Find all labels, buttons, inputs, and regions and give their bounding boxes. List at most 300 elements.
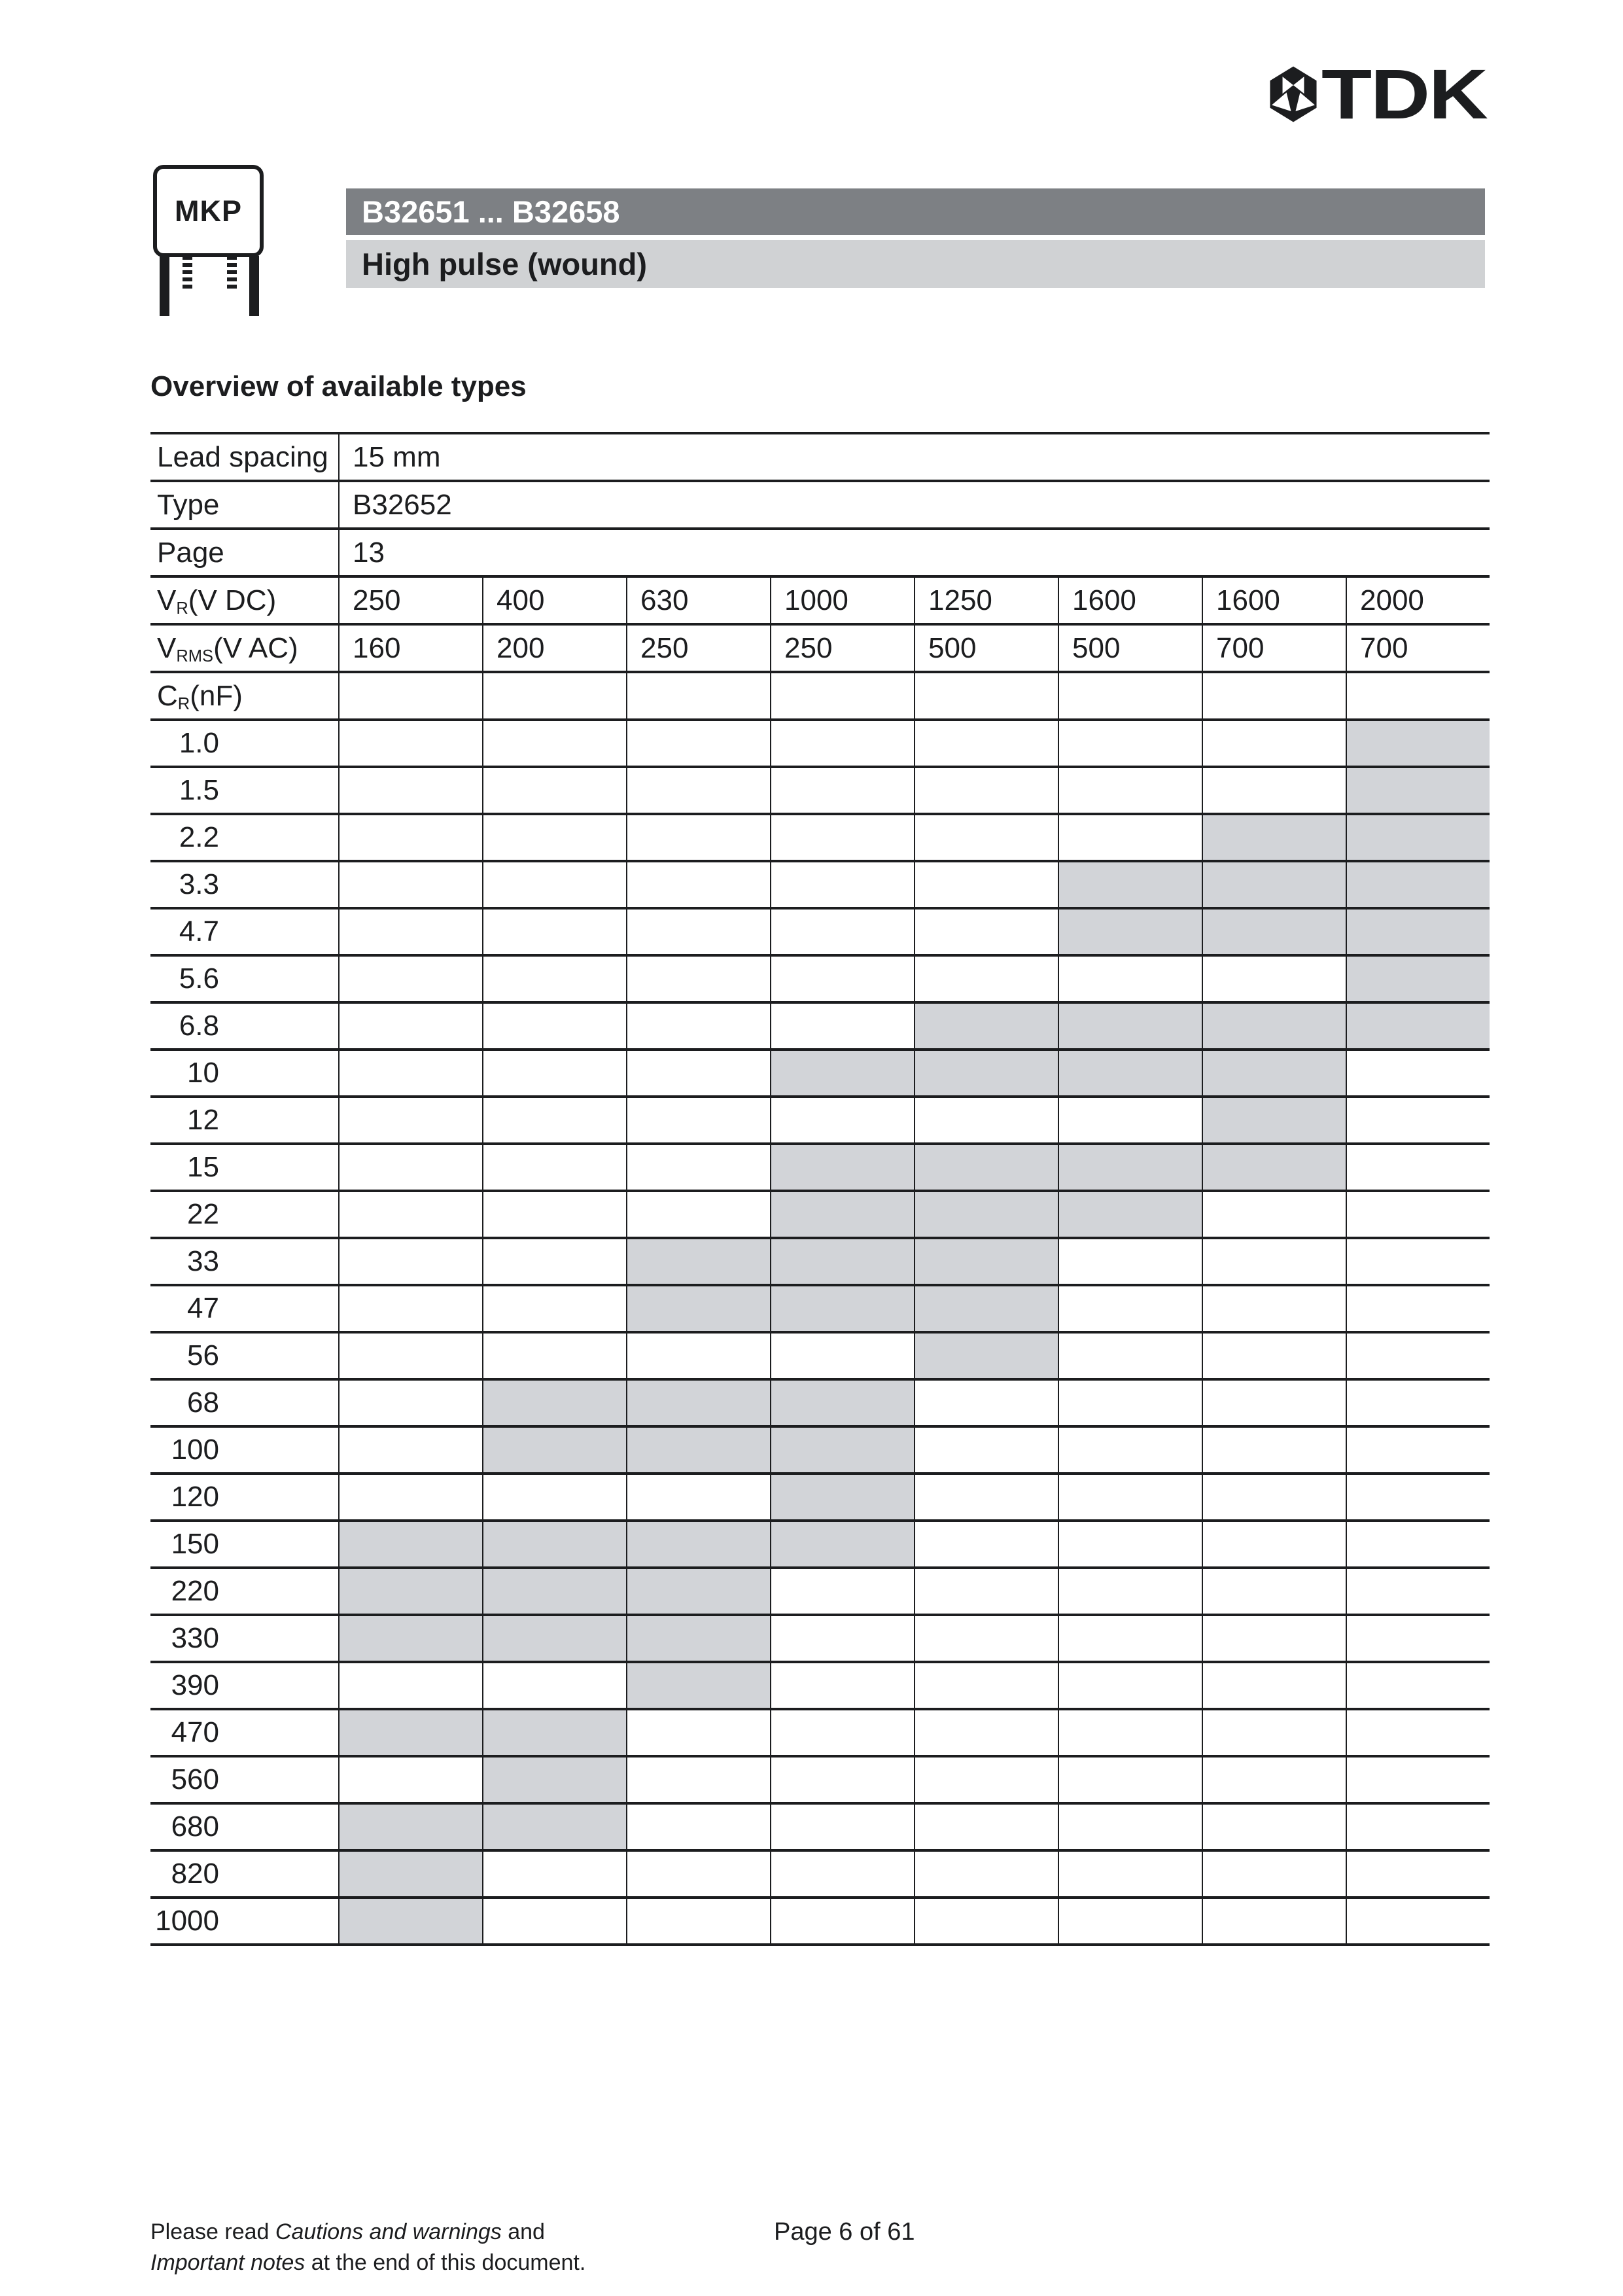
unavailable-cell (1346, 1805, 1490, 1849)
unavailable-cell (1202, 1475, 1346, 1519)
unavailable-cell (914, 1098, 1058, 1142)
unavailable-cell (914, 1805, 1058, 1849)
unavailable-cell (1058, 1428, 1202, 1472)
available-cell (1058, 1192, 1202, 1237)
available-cell (914, 1051, 1058, 1095)
vrms-voltage-value: 500 (1058, 626, 1202, 671)
available-cell (1058, 1004, 1202, 1048)
capacitance-row (150, 1805, 1490, 1852)
available-cell (338, 1569, 482, 1614)
unavailable-cell (338, 1757, 482, 1802)
unavailable-cell (914, 1569, 1058, 1614)
unavailable-cell (914, 1522, 1058, 1566)
unavailable-cell (482, 1286, 626, 1331)
unavailable-cell (1202, 1333, 1346, 1378)
unavailable-cell (1058, 1333, 1202, 1378)
vr-label: V $_R$ (V DC) (157, 584, 277, 618)
capacitance-value: 56 (187, 1339, 219, 1371)
available-cell (1202, 1004, 1346, 1048)
table-row-vrms (150, 626, 1490, 673)
available-cell (770, 1428, 914, 1472)
capacitance-row (150, 1475, 1490, 1522)
unavailable-cell (1346, 1569, 1490, 1614)
unavailable-cell (1058, 768, 1202, 813)
unavailable-cell (770, 768, 914, 813)
vrms-voltage-value: 700 (1202, 626, 1346, 671)
unavailable-cell (1202, 1239, 1346, 1284)
unavailable-cell (626, 1051, 770, 1095)
vrms-voltage-value: 200 (482, 626, 626, 671)
unavailable-cell (1202, 1286, 1346, 1331)
unavailable-cell (482, 721, 626, 766)
capacitance-row (150, 862, 1490, 910)
capacitance-value: 6.8 (179, 1010, 219, 1042)
unavailable-cell (1202, 721, 1346, 766)
unavailable-cell (914, 1381, 1058, 1425)
available-cell (914, 1239, 1058, 1284)
unavailable-cell (482, 1852, 626, 1896)
capacitance-row (150, 1663, 1490, 1710)
unavailable-cell (1202, 1899, 1346, 1943)
available-cell (338, 1522, 482, 1566)
unavailable-cell (482, 1145, 626, 1190)
unavailable-cell (626, 1333, 770, 1378)
unavailable-cell (914, 1757, 1058, 1802)
unavailable-cell (482, 862, 626, 907)
unavailable-cell (770, 957, 914, 1001)
capacitance-value: 1.0 (179, 727, 219, 759)
unavailable-cell (1346, 1192, 1490, 1237)
unavailable-cell (770, 1569, 914, 1614)
unavailable-cell (482, 1098, 626, 1142)
unavailable-cell (914, 1663, 1058, 1708)
cr-label: C $_R$ (nF) (157, 679, 243, 714)
unavailable-cell (482, 1663, 626, 1708)
unavailable-cell (770, 1899, 914, 1943)
vr-voltage-value: 400 (482, 578, 626, 623)
unavailable-cell (1058, 1616, 1202, 1661)
unavailable-cell (338, 1381, 482, 1425)
mkp-capacitor-figure (153, 165, 266, 317)
capacitance-row (150, 1522, 1490, 1569)
available-cell (914, 1004, 1058, 1048)
available-cell (770, 1239, 914, 1284)
available-cell (626, 1286, 770, 1331)
unavailable-cell (338, 1145, 482, 1190)
capacitance-value: 470 (171, 1716, 219, 1748)
capacitance-value: 220 (171, 1575, 219, 1607)
vr-voltage-value: 1250 (914, 578, 1058, 623)
unavailable-cell (914, 1616, 1058, 1661)
vrms-voltage-value: 500 (914, 626, 1058, 671)
unavailable-cell (338, 1051, 482, 1095)
capacitance-row (150, 1192, 1490, 1239)
unavailable-cell (626, 1475, 770, 1519)
row-label: Page (157, 536, 224, 569)
available-cell (1202, 1145, 1346, 1190)
capacitance-value: 1.5 (179, 774, 219, 806)
available-cell (338, 1710, 482, 1755)
unavailable-cell (1346, 1098, 1490, 1142)
capacitance-value: 5.6 (179, 963, 219, 995)
vr-voltage-value: 250 (338, 578, 482, 623)
cr-header-empty-cell (1058, 673, 1202, 718)
unavailable-cell (1058, 1475, 1202, 1519)
vrms-label: V $_{RMS}$ (V AC) (157, 631, 298, 666)
unavailable-cell (914, 815, 1058, 860)
vr-voltage-value: 1600 (1058, 578, 1202, 623)
capacitance-row (150, 1428, 1490, 1475)
unavailable-cell (1202, 1569, 1346, 1614)
unavailable-cell (482, 1239, 626, 1284)
unavailable-cell (1346, 1051, 1490, 1095)
available-cell (482, 1569, 626, 1614)
available-cell (1346, 721, 1490, 766)
unavailable-cell (1058, 1710, 1202, 1755)
capacitance-row (150, 1381, 1490, 1428)
available-cell (1346, 910, 1490, 954)
capacitance-row (150, 721, 1490, 768)
capacitance-row (150, 815, 1490, 862)
vrms-voltage-value: 160 (338, 626, 482, 671)
unavailable-cell (626, 1710, 770, 1755)
unavailable-cell (914, 862, 1058, 907)
unavailable-cell (626, 1145, 770, 1190)
unavailable-cell (914, 768, 1058, 813)
unavailable-cell (914, 1852, 1058, 1896)
capacitance-value: 10 (187, 1057, 219, 1089)
unavailable-cell (482, 910, 626, 954)
page-title: Overview of available types (150, 370, 527, 402)
available-cell (914, 1145, 1058, 1190)
capacitance-value: 22 (187, 1198, 219, 1230)
unavailable-cell (1346, 1475, 1490, 1519)
cr-header-empty-cell (914, 673, 1058, 718)
tdk-logo (1268, 54, 1487, 133)
unavailable-cell (770, 862, 914, 907)
unavailable-cell (338, 768, 482, 813)
capacitor-lead-right-icon (249, 256, 259, 316)
available-cell (770, 1145, 914, 1190)
unavailable-cell (770, 1098, 914, 1142)
unavailable-cell (770, 1663, 914, 1708)
available-cell (1346, 1004, 1490, 1048)
available-cell (1346, 768, 1490, 813)
unavailable-cell (338, 1286, 482, 1331)
unavailable-cell (482, 1192, 626, 1237)
capacitance-value: 47 (187, 1292, 219, 1324)
unavailable-cell (1202, 1663, 1346, 1708)
available-cell (338, 1899, 482, 1943)
capacitance-value: 1000 (155, 1905, 219, 1937)
unavailable-cell (482, 1004, 626, 1048)
cr-header-empty-cell (626, 673, 770, 718)
capacitor-lead-left-dashed-icon (183, 256, 192, 291)
available-cell (1202, 910, 1346, 954)
capacitance-value: 120 (171, 1481, 219, 1513)
row-label: Type (157, 488, 220, 521)
unavailable-cell (338, 910, 482, 954)
unavailable-cell (626, 721, 770, 766)
unavailable-cell (626, 1805, 770, 1849)
capacitance-row (150, 768, 1490, 815)
unavailable-cell (1058, 957, 1202, 1001)
capacitance-row (150, 1569, 1490, 1616)
available-cell (770, 1192, 914, 1237)
cr-header-empty-cell (1202, 673, 1346, 718)
unavailable-cell (338, 1333, 482, 1378)
unavailable-cell (482, 815, 626, 860)
unavailable-cell (1346, 1710, 1490, 1755)
row-label: Lead spacing (157, 440, 328, 473)
unavailable-cell (482, 1899, 626, 1943)
capacitor-lead-right-dashed-icon (227, 256, 237, 291)
unavailable-cell (1058, 1852, 1202, 1896)
unavailable-cell (626, 1192, 770, 1237)
available-cell (1202, 815, 1346, 860)
unavailable-cell (482, 768, 626, 813)
available-cell (482, 1381, 626, 1425)
cr-header-empty-cell (1346, 673, 1490, 718)
unavailable-cell (1058, 1569, 1202, 1614)
mkp-package-label: MKP (175, 194, 242, 228)
unavailable-cell (482, 1475, 626, 1519)
unavailable-cell (1202, 1428, 1346, 1472)
available-cell (1346, 862, 1490, 907)
unavailable-cell (1058, 815, 1202, 860)
unavailable-cell (482, 1051, 626, 1095)
unavailable-cell (914, 910, 1058, 954)
capacitance-value: 12 (187, 1104, 219, 1136)
available-cell (338, 1616, 482, 1661)
unavailable-cell (770, 1805, 914, 1849)
available-cell (1346, 957, 1490, 1001)
available-cell (482, 1757, 626, 1802)
capacitance-row (150, 1333, 1490, 1381)
available-cell (482, 1710, 626, 1755)
available-cell (1346, 815, 1490, 860)
unavailable-cell (626, 957, 770, 1001)
unavailable-cell (770, 815, 914, 860)
series-range-text: B32651 ... B32658 (362, 194, 620, 229)
available-cell (482, 1616, 626, 1661)
capacitance-row (150, 1004, 1490, 1051)
available-cell (770, 1522, 914, 1566)
unavailable-cell (770, 1852, 914, 1896)
unavailable-cell (1346, 1522, 1490, 1566)
unavailable-cell (1346, 1899, 1490, 1943)
available-cell (626, 1522, 770, 1566)
unavailable-cell (1346, 1852, 1490, 1896)
unavailable-cell (1202, 1852, 1346, 1896)
unavailable-cell (482, 957, 626, 1001)
cr-header-empty-cell (482, 673, 626, 718)
unavailable-cell (1346, 1286, 1490, 1331)
capacitance-value: 390 (171, 1669, 219, 1701)
row-value: B32652 (338, 482, 1490, 527)
unavailable-cell (914, 957, 1058, 1001)
capacitance-row (150, 1852, 1490, 1899)
capacitance-row (150, 1286, 1490, 1333)
unavailable-cell (1346, 1145, 1490, 1190)
available-cell (770, 1381, 914, 1425)
capacitance-value: 2.2 (179, 821, 219, 853)
unavailable-cell (1346, 1381, 1490, 1425)
subtitle-banner (346, 240, 1485, 288)
unavailable-cell (1058, 1663, 1202, 1708)
capacitance-value: 820 (171, 1858, 219, 1890)
available-cell (626, 1239, 770, 1284)
table-row-cr-header (150, 673, 1490, 721)
capacitance-row (150, 1616, 1490, 1663)
capacitance-value: 150 (171, 1528, 219, 1560)
footer-note-line2: Important notes at the end of this document. (150, 2250, 586, 2275)
unavailable-cell (1058, 1286, 1202, 1331)
capacitance-row (150, 957, 1490, 1004)
tdk-logo-text: TDK (1321, 54, 1487, 133)
unavailable-cell (1202, 1805, 1346, 1849)
unavailable-cell (338, 815, 482, 860)
capacitance-value: 68 (187, 1386, 219, 1419)
unavailable-cell (626, 862, 770, 907)
unavailable-cell (338, 1663, 482, 1708)
available-cell (626, 1569, 770, 1614)
unavailable-cell (338, 1192, 482, 1237)
unavailable-cell (626, 910, 770, 954)
unavailable-cell (338, 862, 482, 907)
unavailable-cell (914, 1428, 1058, 1472)
row-value: 13 (338, 530, 1490, 575)
available-cell (1202, 862, 1346, 907)
unavailable-cell (626, 1852, 770, 1896)
types-table (150, 432, 1490, 1946)
available-cell (482, 1428, 626, 1472)
available-cell (770, 1475, 914, 1519)
capacitance-value: 15 (187, 1151, 219, 1183)
unavailable-cell (770, 1757, 914, 1802)
available-cell (1202, 1051, 1346, 1095)
unavailable-cell (1202, 1522, 1346, 1566)
available-cell (338, 1852, 482, 1896)
unavailable-cell (338, 1239, 482, 1284)
available-cell (914, 1333, 1058, 1378)
unavailable-cell (1346, 1428, 1490, 1472)
unavailable-cell (770, 1333, 914, 1378)
available-cell (1058, 1145, 1202, 1190)
page-number: Page 6 of 61 (774, 2218, 915, 2246)
unavailable-cell (914, 1710, 1058, 1755)
unavailable-cell (1202, 1192, 1346, 1237)
unavailable-cell (770, 910, 914, 954)
unavailable-cell (770, 1616, 914, 1661)
vrms-voltage-value: 250 (626, 626, 770, 671)
available-cell (626, 1428, 770, 1472)
available-cell (626, 1381, 770, 1425)
unavailable-cell (1202, 768, 1346, 813)
unavailable-cell (626, 768, 770, 813)
unavailable-cell (626, 815, 770, 860)
cr-header-empty-cell (338, 673, 482, 718)
unavailable-cell (770, 1004, 914, 1048)
capacitance-row (150, 910, 1490, 957)
capacitance-value: 100 (171, 1434, 219, 1466)
unavailable-cell (1346, 1616, 1490, 1661)
available-cell (626, 1663, 770, 1708)
unavailable-cell (1058, 721, 1202, 766)
available-cell (1058, 1051, 1202, 1095)
unavailable-cell (770, 721, 914, 766)
unavailable-cell (1346, 1239, 1490, 1284)
unavailable-cell (338, 721, 482, 766)
unavailable-cell (1058, 1098, 1202, 1142)
footer-note (150, 2217, 585, 2278)
capacitance-row (150, 1098, 1490, 1145)
series-banner (346, 188, 1485, 235)
capacitance-value: 680 (171, 1810, 219, 1843)
row-value: 15 mm (338, 434, 1490, 480)
capacitance-row (150, 1757, 1490, 1805)
vr-voltage-value: 2000 (1346, 578, 1490, 623)
unavailable-cell (626, 1004, 770, 1048)
capacitance-value: 560 (171, 1763, 219, 1795)
table-row-vr (150, 578, 1490, 626)
available-cell (914, 1192, 1058, 1237)
unavailable-cell (1058, 1239, 1202, 1284)
cr-header-empty-cell (770, 673, 914, 718)
capacitance-row (150, 1710, 1490, 1757)
vr-voltage-value: 1600 (1202, 578, 1346, 623)
capacitance-value: 33 (187, 1245, 219, 1277)
unavailable-cell (914, 721, 1058, 766)
unavailable-cell (1346, 1663, 1490, 1708)
unavailable-cell (626, 1098, 770, 1142)
mkp-package-box (153, 165, 264, 257)
capacitance-value: 3.3 (179, 868, 219, 900)
unavailable-cell (626, 1757, 770, 1802)
available-cell (1058, 910, 1202, 954)
unavailable-cell (1058, 1899, 1202, 1943)
available-cell (770, 1051, 914, 1095)
unavailable-cell (1202, 1381, 1346, 1425)
table-row-page (150, 530, 1490, 578)
subtitle-text: High pulse (wound) (362, 247, 647, 281)
capacitance-value: 4.7 (179, 915, 219, 947)
available-cell (482, 1805, 626, 1849)
table-row-type (150, 482, 1490, 530)
vrms-voltage-value: 250 (770, 626, 914, 671)
vrms-voltage-value: 700 (1346, 626, 1490, 671)
unavailable-cell (1202, 1757, 1346, 1802)
capacitor-lead-left-icon (160, 256, 169, 316)
vr-voltage-value: 1000 (770, 578, 914, 623)
capacitance-row (150, 1051, 1490, 1098)
unavailable-cell (914, 1475, 1058, 1519)
unavailable-cell (1202, 957, 1346, 1001)
available-cell (1202, 1098, 1346, 1142)
footer-note-line1: Please read Cautions and warnings and (150, 2219, 545, 2244)
unavailable-cell (1202, 1616, 1346, 1661)
unavailable-cell (338, 1475, 482, 1519)
capacitance-row (150, 1145, 1490, 1192)
capacitance-value: 330 (171, 1622, 219, 1654)
available-cell (770, 1286, 914, 1331)
available-cell (626, 1616, 770, 1661)
unavailable-cell (1346, 1333, 1490, 1378)
unavailable-cell (1058, 1757, 1202, 1802)
unavailable-cell (338, 1098, 482, 1142)
unavailable-cell (626, 1899, 770, 1943)
available-cell (1058, 862, 1202, 907)
